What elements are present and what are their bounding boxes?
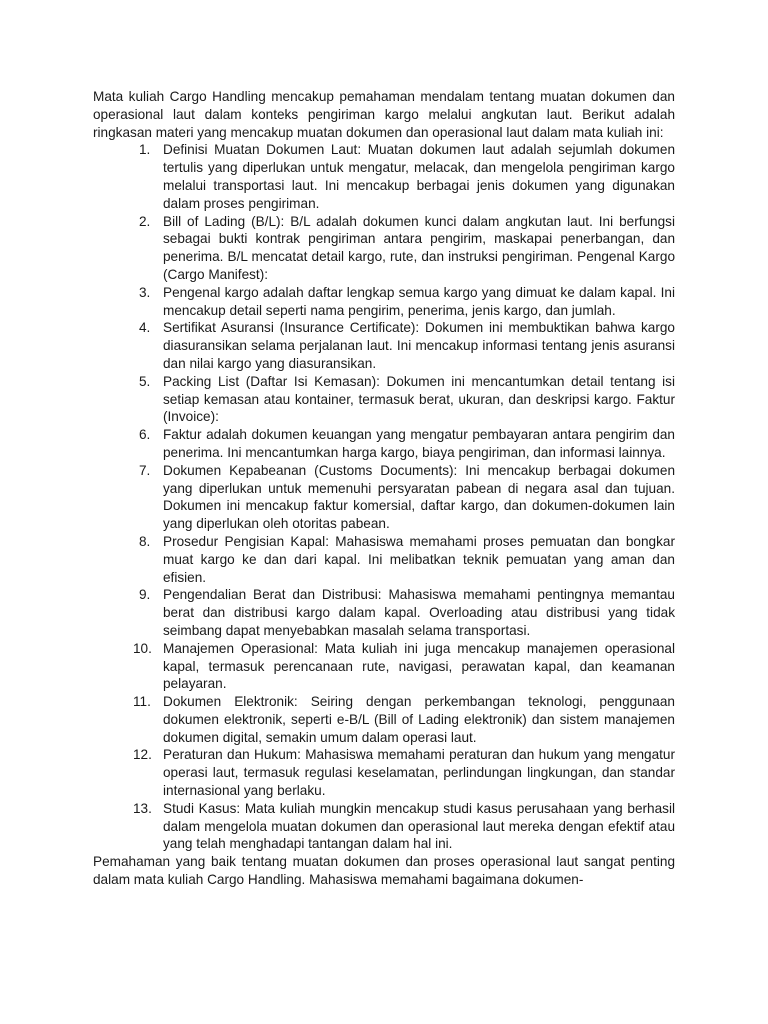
list-number: 5. [139, 373, 151, 389]
list-item [93, 213, 675, 284]
list-number: 4. [139, 320, 151, 336]
list-item [93, 141, 675, 212]
list-text: Studi Kasus: Mata kuliah mungkin mencakup studi kasus perusahaan yang berhasil dalam mengelola muatan dokumen dan operasional laut mereka dengan efektif atau yang telah menghadapi tantangan dalam hal ini. [163, 800, 675, 852]
list-text: Pengenal kargo adalah daftar lengkap semua kargo yang dimuat ke dalam kapal. Ini mencakup detail seperti nama pengirim, penerima, jenis kargo, dan jumlah. [163, 284, 675, 318]
list-text: Packing List (Daftar Isi Kemasan): Dokumen ini mencantumkan detail tentang isi setiap kemasan atau kontainer, termasuk berat, ukuran, dan deskripsi kargo. Faktur (Invoice): [163, 373, 675, 425]
materi-list [93, 141, 675, 853]
list-number: 12. [133, 747, 152, 763]
list-number: 3. [139, 284, 151, 300]
list-text: Peraturan dan Hukum: Mahasiswa memahami peraturan dan hukum yang mengatur operasi laut, termasuk regulasi keselamatan, perlindungan lingkungan, dan standar internasional yang berlaku. [163, 747, 675, 799]
list-number: 7. [139, 462, 151, 478]
list-number: 10. [133, 640, 152, 656]
list-text: Sertifikat Asuransi (Insurance Certificate): Dokumen ini membuktikan bahwa kargo diasuransikan selama perjalanan laut. Ini mencakup informasi tentang jenis asuransi dan nilai kargo yang diasuransikan. [163, 320, 675, 371]
list-number: 8. [139, 533, 151, 549]
list-item [93, 462, 675, 533]
closing-paragraph: Pemahaman yang baik tentang muatan dokumen dan proses operasional laut sangat penting dalam mata kuliah Cargo Handling. Mahasiswa memahami bagaimana dokumen- [93, 854, 675, 888]
list-number: 13. [133, 800, 152, 816]
list-item [93, 426, 675, 462]
list-number: 9. [139, 587, 151, 603]
list-item [93, 373, 675, 426]
document-page [93, 88, 675, 889]
list-item [93, 586, 675, 639]
list-text: Dokumen Kepabeanan (Customs Documents): Ini mencakup berbagai dokumen yang diperlukan untuk memenuhi persyaratan pabean di negara asal dan tujuan. Dokumen ini mencakup faktur komersial, daftar kargo, dan dokumen-dokumen lain yang diperlukan oleh otoritas pabean. [163, 462, 675, 532]
list-item [93, 693, 675, 746]
list-item [93, 746, 675, 799]
list-number: 11. [133, 694, 151, 710]
list-item [93, 800, 675, 853]
list-number: 2. [139, 213, 151, 229]
list-item [93, 640, 675, 693]
list-item [93, 533, 675, 586]
list-text: Prosedur Pengisian Kapal: Mahasiswa memahami proses pemuatan dan bongkar muat kargo ke dan dari kapal. Ini melibatkan teknik pemuatan yang aman dan efisien. [163, 533, 675, 585]
list-item [93, 319, 675, 372]
intro-paragraph: Mata kuliah Cargo Handling mencakup pemahaman mendalam tentang muatan dokumen dan operasional laut dalam konteks pengiriman kargo melalui angkutan laut. Berikut adalah ringkasan materi yang mencakup muatan dokumen dan operasional laut dalam mata kuliah ini: [93, 89, 675, 140]
list-number: 6. [139, 427, 151, 443]
list-text: Bill of Lading (B/L): B/L adalah dokumen kunci dalam angkutan laut. Ini berfungsi sebagai bukti kontrak pengiriman antara pengirim, maskapai penerbangan, dan penerima. B/L mencatat detail kargo, rute, dan instruksi pengiriman. Pengenal Kargo (Cargo Manifest): [163, 213, 675, 282]
list-text: Pengendalian Berat dan Distribusi: Mahasiswa memahami pentingnya memantau berat dan distribusi kargo dalam kapal. Overloading atau distribusi yang tidak seimbang dapat menyebabkan masalah selama transportasi. [163, 587, 675, 638]
list-text: Faktur adalah dokumen keuangan yang mengatur pembayaran antara pengirim dan penerima. Ini mencantumkan harga kargo, biaya pengiriman, dan informasi lainnya. [163, 427, 675, 460]
list-item [93, 284, 675, 320]
list-number: 1. [139, 142, 151, 158]
list-text: Manajemen Operasional: Mata kuliah ini juga mencakup manajemen operasional kapal, termasuk perencanaan rute, navigasi, perawatan kapal, dan keamanan pelayaran. [163, 640, 675, 692]
list-text: Definisi Muatan Dokumen Laut: Muatan dokumen laut adalah sejumlah dokumen tertulis yang diperlukan untuk mengatur, melacak, dan mengelola pengiriman kargo melalui transportasi laut. Ini mencakup berbagai jenis dokumen yang digunakan dalam proses pengiriman. [163, 142, 675, 211]
list-text: Dokumen Elektronik: Seiring dengan perkembangan teknologi, penggunaan dokumen elektronik, seperti e-B/L (Bill of Lading elektronik) dan sistem manajemen dokumen digital, semakin umum dalam operasi laut. [163, 694, 675, 745]
